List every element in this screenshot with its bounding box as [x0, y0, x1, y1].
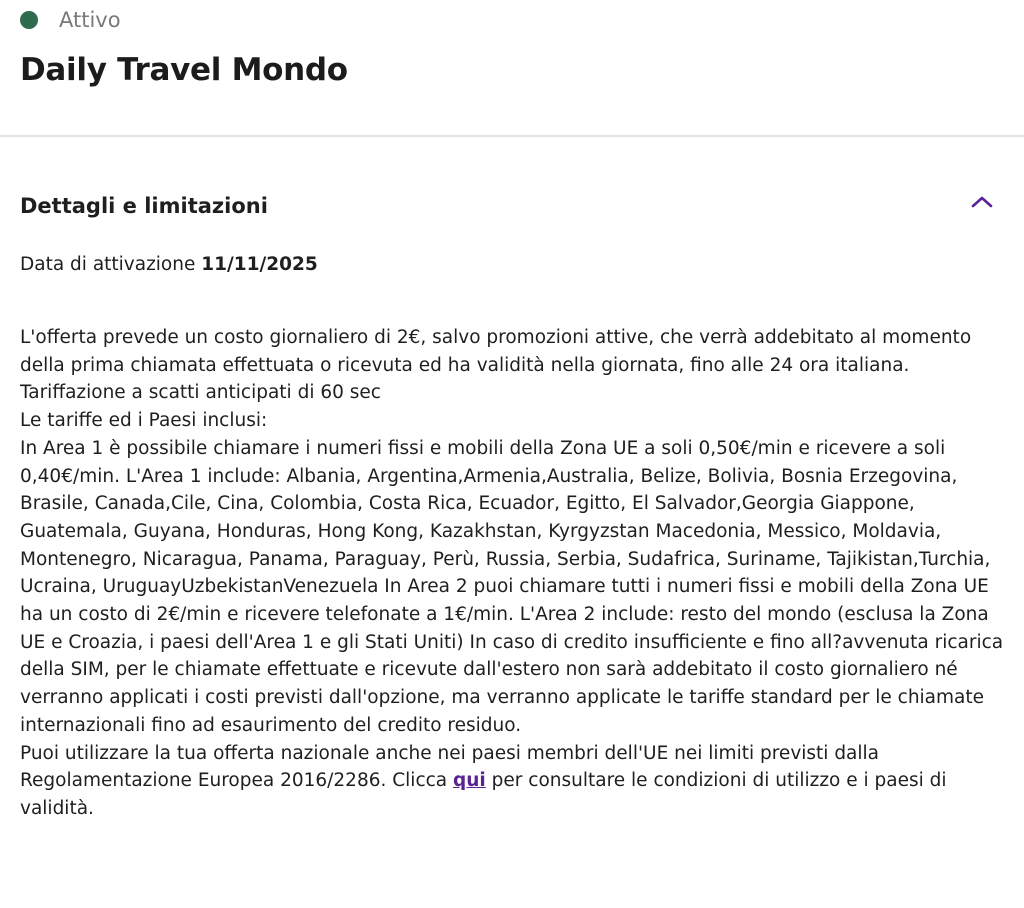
details-paragraph: In Area 1 è possibile chiamare i numeri fissi e mobili della Zona UE a soli 0,50€/min e ricevere a soli 0,40€/min. L'Area 1 include: Albania, Argentina,Armenia,Australia, Belize, Bolivia, Bosnia Erzegovina, Brasile, Canada,Cile, Cina, Colombia, Costa Rica, Ecuador, Egitto, El Salvador,Georgia Giappone, Guatemala, Guyana, Honduras, Hong Kong, Kazakhstan, Kyrgyzstan Macedonia, Messico, Moldavia, Montenegro, Nicaragua, Panama, Paraguay, Perù, Russia, Serbia, Sudafrica, Suriname, Tajikistan,Turchia, Ucraina, UruguayUzbekistanVenezuela In Area 2 puoi chiamare tutti i numeri fissi e mobili della Zona UE ha un costo di 2€/min e ricevere telefonate a 1€/min. L'Area 2 include: resto del mondo (esclusa la Zona UE e Croazia, i paesi dell'Area 1 e gli Stati Uniti) In caso di credito insufficiente e fino all?avvenuta ricarica della SIM, per le chiamate effettuate e ricevute dall'estero non sarà addebitato il costo giornaliero né verranno applicati i costi previsti dall'opzione, ma verranno applicate le tariffe standard per le chiamate internazionali fino ad esaurimento del credito residuo.	[20, 437, 1004, 736]
details-paragraph: Le tariffe ed i Paesi inclusi:	[20, 410, 268, 432]
activation-date: 11/11/2025	[201, 254, 318, 275]
activation-date-row	[20, 252, 318, 278]
offer-details-text	[20, 324, 1008, 823]
offer-header	[0, 0, 1024, 137]
status-label: Attivo	[59, 8, 121, 32]
conditions-link[interactable]: qui	[453, 770, 486, 792]
status-indicator	[20, 8, 121, 32]
details-paragraph	[20, 740, 1008, 823]
details-accordion-header[interactable]	[20, 188, 1004, 224]
details-text: per consultare le condizioni di utilizzo e i paesi di validità.	[20, 770, 947, 819]
details-paragraph: Tariffazione a scatti anticipati di 60 sec	[20, 382, 381, 404]
details-text: Puoi utilizzare la tua offerta nazionale anche nei paesi membri dell'UE nei limiti previsti dalla Regolamentazione Europea 2016/2286. Clicca	[20, 742, 880, 792]
status-dot-icon	[20, 11, 38, 29]
chevron-up-icon[interactable]	[970, 190, 994, 214]
page-title: Daily Travel Mondo	[20, 52, 348, 88]
details-paragraph: L'offerta prevede un costo giornaliero di 2€, salvo promozioni attive, che verrà addebitato al momento della prima chiamata effettuata o ricevuta ed ha validità nella giornata, fino alle 24 ora italiana.	[20, 327, 972, 376]
section-title: Dettagli e limitazioni	[20, 194, 268, 218]
activation-label: Data di attivazione	[20, 254, 202, 275]
